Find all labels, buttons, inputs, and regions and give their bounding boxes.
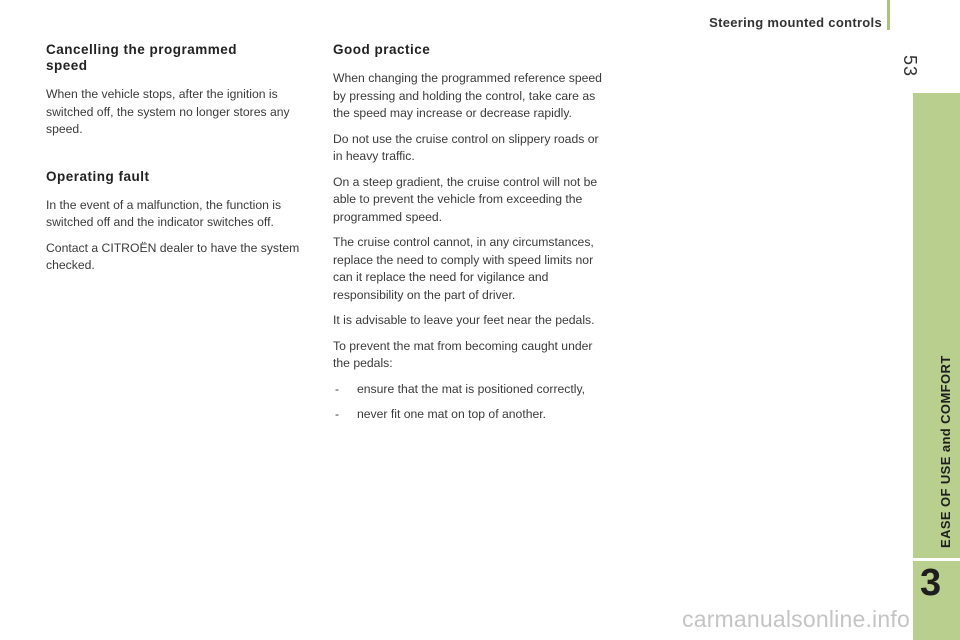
list-item-text: never fit one mat on top of another. [357,407,547,421]
fault-paragraph: Contact a CITROËN dealer to have the system checked. [46,240,300,272]
good-practice-paragraph: Do not use the cruise control on slippery roads or in heavy traffic. [333,131,599,163]
good-practice-paragraph: On a steep gradient, the cruise control will not be able to prevent the vehicle from exceeding the programmed speed. [333,174,598,224]
list-dash: - [335,381,340,396]
cancelling-text: When the vehicle stops, after the ignition is switched off, the system no longer stores any speed. [46,87,290,136]
middle-column [333,42,605,432]
watermark: carmanualsonline.info [682,606,910,632]
operating-fault-heading: Operating fault [46,168,150,184]
good-practice-paragraph: When changing the programmed reference speed by pressing and holding the control, take care as the speed may increase or decrease rapidly. [333,71,602,120]
fault-paragraph: In the event of a malfunction, the function is switched off and the indicator switches off. [46,197,282,229]
page-number: 53 [900,55,920,78]
chapter-title: EASE OF USE and COMFORT [938,355,953,548]
section-header-title: Steering mounted controls [709,15,882,30]
header-rule [887,0,890,30]
chapter-number: 3 [920,562,942,604]
mat-advice-list [333,381,605,424]
list-item-text: ensure that the mat is positioned correctly, [357,381,586,396]
good-practice-paragraph: The cruise control cannot, in any circumstances, replace the need to comply with speed limits nor can it replace the need for vigilance and responsibility on the part of driver. [333,235,594,302]
list-item [333,406,605,424]
left-column [46,42,316,283]
good-practice-paragraph: It is advisable to leave your feet near the pedals. [333,313,595,327]
good-practice-paragraph: To prevent the mat from becoming caught under the pedals: [333,338,593,370]
list-item [333,381,605,399]
good-practice-heading: Good practice [333,42,431,57]
cancelling-heading: Cancelling the programmed speed [46,42,238,73]
list-dash: - [335,407,340,421]
chapter-tab-divider [913,558,960,561]
